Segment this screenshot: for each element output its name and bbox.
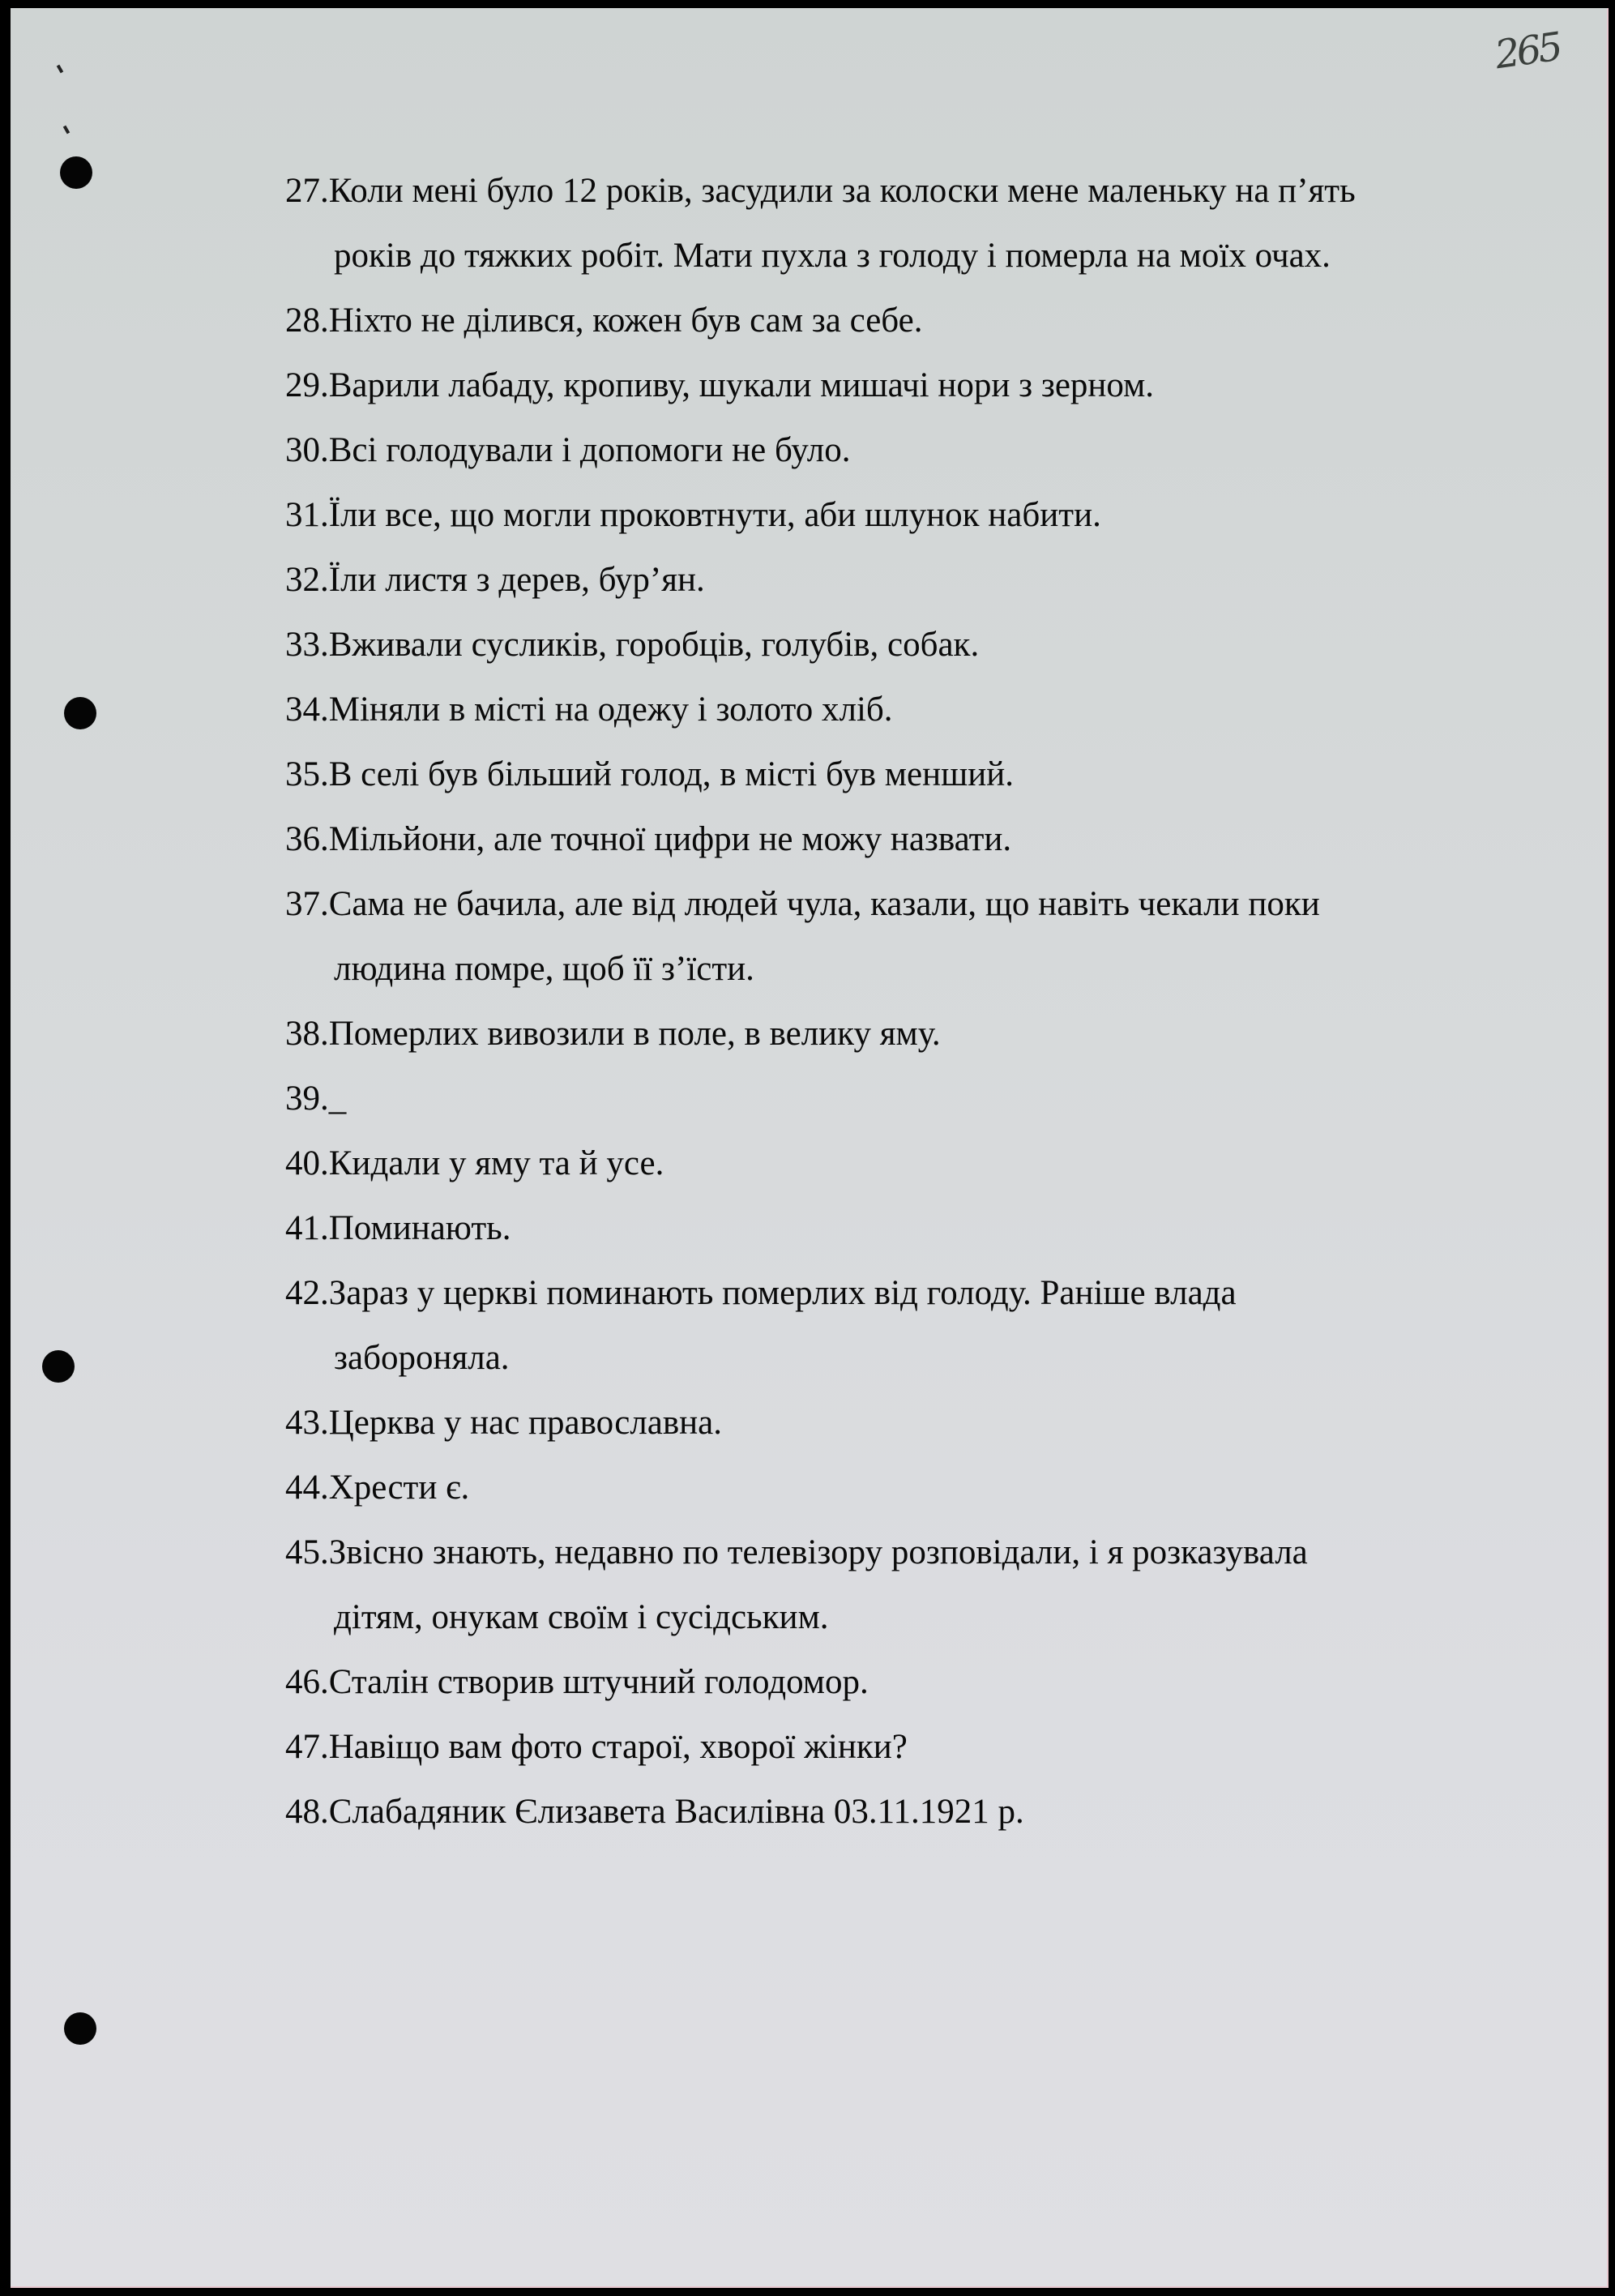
answer-line: 32.Їли листя з дерев, бур’ян.: [285, 561, 705, 599]
list-item: [285, 1131, 1356, 1196]
answer-line: 30.Всі голодували і допомоги не було.: [285, 431, 851, 469]
list-item: [285, 483, 1356, 548]
list-item: [285, 1067, 1356, 1131]
answer-line: 43.Церква у нас православна.: [285, 1404, 722, 1442]
answer-line: 41.Поминають.: [285, 1209, 511, 1247]
answer-line: 40.Кидали у яму та й усе.: [285, 1144, 664, 1182]
answer-line: 46.Сталін створив штучний голодомор.: [285, 1663, 869, 1701]
answer-line: 42.Зараз у церкві поминають померлих від голоду. Раніше влада: [285, 1274, 1237, 1312]
punch-hole: [64, 697, 96, 729]
list-item: [285, 1780, 1356, 1845]
list-item: [285, 1261, 1356, 1391]
answer-line: 29.Варили лабаду, кропиву, шукали мишачі нори з зерном.: [285, 366, 1155, 404]
list-item: [285, 1002, 1356, 1067]
answer-continuation-line: людина помре, щоб її з’їсти.: [334, 950, 754, 988]
list-item: [285, 159, 1356, 289]
answer-list: [285, 159, 1356, 1845]
punch-hole: [42, 1350, 75, 1383]
answer-line: 38.Померлих вивозили в поле, в велику яму.: [285, 1015, 941, 1053]
list-item: [285, 678, 1356, 742]
answer-line: 47.Навіщо вам фото старої, хворої жінки?: [285, 1728, 908, 1766]
answer-line: 39._: [285, 1080, 347, 1118]
answer-line: 28.Ніхто не ділився, кожен був сам за себе.: [285, 301, 923, 340]
answer-line: 36.Мільйони, але точної цифри не можу назвати.: [285, 820, 1012, 858]
answer-line: 34.Міняли в місті на одежу і золото хліб.: [285, 691, 893, 729]
list-item: [285, 418, 1356, 483]
list-item: [285, 1456, 1356, 1520]
answer-line: 31.Їли все, що могли проковтнути, аби шлунок набити.: [285, 496, 1101, 534]
handwritten-page-number: 265: [1492, 24, 1563, 79]
list-item: [285, 807, 1356, 872]
answer-line: 37.Сама не бачила, але від людей чула, казали, що навіть чекали поки: [285, 885, 1320, 923]
list-item: [285, 742, 1356, 807]
list-item: [285, 289, 1356, 353]
list-item: [285, 1650, 1356, 1715]
list-item: [285, 1520, 1356, 1650]
list-item: [285, 548, 1356, 613]
answer-continuation-line: дітям, онукам своїм і сусідським.: [334, 1598, 829, 1636]
list-item: [285, 1391, 1356, 1456]
list-item: [285, 872, 1356, 1002]
list-item: [285, 613, 1356, 678]
answer-line: 33.Вживали сусликів, горобців, голубів, собак.: [285, 626, 980, 664]
list-item: [285, 1196, 1356, 1261]
answer-line: 35.В селі був більший голод, в місті був менший.: [285, 755, 1014, 793]
answer-continuation-line: забороняла.: [334, 1339, 510, 1377]
answer-continuation-line: років до тяжких робіт. Мати пухла з голоду і померла на моїх очах.: [334, 237, 1331, 275]
list-item: [285, 1715, 1356, 1780]
answer-line: 44.Хрести є.: [285, 1469, 470, 1507]
answer-line: 48.Слабадяник Єлизавета Василівна 03.11.1921 р.: [285, 1793, 1024, 1831]
answer-line: 45.Звісно знають, недавно по телевізору розповідали, і я розказувала: [285, 1533, 1308, 1571]
list-item: [285, 353, 1356, 418]
answer-line: 27.Коли мені було 12 років, засудили за колоски мене маленьку на п’ять: [285, 172, 1356, 210]
punch-hole: [60, 156, 92, 189]
punch-hole: [64, 2012, 96, 2045]
